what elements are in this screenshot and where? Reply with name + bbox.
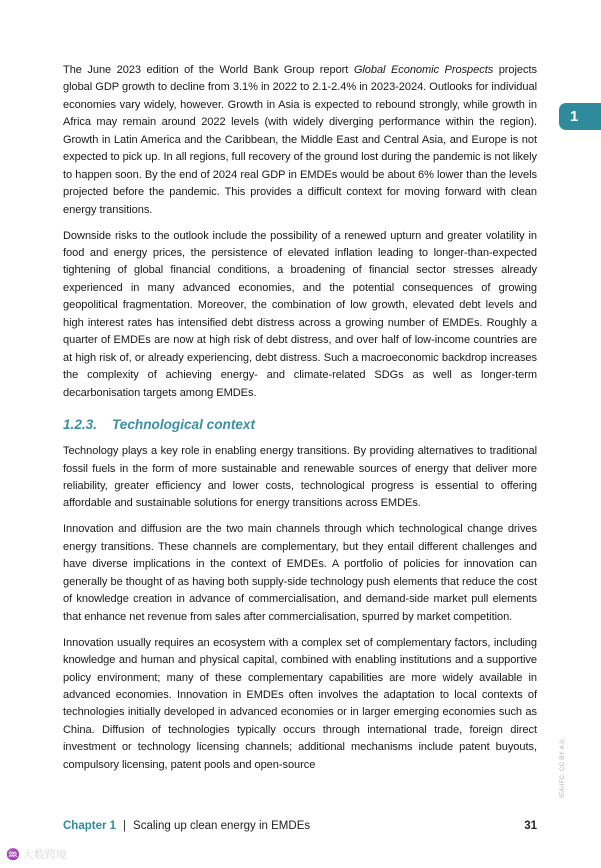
section-heading bbox=[63, 416, 537, 434]
section-number: 1.2.3. bbox=[63, 417, 98, 433]
paragraph-downside-risks: Downside risks to the outlook include the possibility of a renewed upturn and greater volatility in food and energy prices, the persistence of elevated inflation leading to longer-than-expected tightening of global financial conditions, a broadening of financial sector stresses already experienced in many advanced economies, and the potential consequences of growing geopolitical fragmentation. Moreover, the combination of low growth, elevated debt levels and high interest rates has intensified debt distress across a growing number of EMDEs. Roughly a quarter of EMDEs are now at high risk of debt distress, and over half of low-income countries are at high risk of, or already experiencing, debt distress. Such a macroeconomic backdrop increases the complexity of achieving energy- and climate-related SDGs as well as longer-term decarbonisation targets among EMDEs. bbox=[63, 229, 537, 399]
page-number: 31 bbox=[524, 820, 537, 832]
paragraph-innovation-ecosystem: Innovation usually requires an ecosystem with a complex set of complementary factors, including knowledge and human and physical capital, combined with enabling institutions and a supportive policy environment; many of these complementary capabilities are more widely available in advanced economies. Innovation in EMDEs often involves the adaptation to local contexts of technologies initially developed in advanced economies or in larger emerging economies such as China. Diffusion of technologies typically occurs through international trade, foreign direct investment or technology licensing channels; additional mechanisms include patent buyouts, compulsory licensing, patent pools and open-source bbox=[63, 636, 537, 771]
paragraph-technology-role: Technology plays a key role in enabling energy transitions. By providing alternatives to traditional fossil fuels in the form of more sustainable and renewable sources of energy that deliver more reliability, greater efficiency and lower costs, technological progress is essential to offering affordable and sustainable solutions for energy transitions across EMDEs. bbox=[63, 445, 537, 510]
report-title: Global Economic Prospects bbox=[353, 64, 494, 76]
body-text bbox=[63, 62, 537, 783]
footer-separator: | bbox=[123, 820, 127, 832]
watermark: ♒ 大数跨境 bbox=[6, 849, 67, 861]
footer-chapter-label: Chapter 1 bbox=[63, 820, 117, 832]
section-title: Technological context bbox=[112, 417, 256, 433]
chapter-tab bbox=[559, 103, 601, 130]
paragraph-gdp-outlook: The June 2023 edition of the World Bank Group report Global Economic Prospects projects global GDP growth to decline from 3.1% in 2022 to 2.1-2.4% in 2023-2024. Outlooks for individual economies vary widely, however. Growth in Asia is expected to rebound strongly, while growth in Africa may remain around 2022 levels (with widely diverging performance within the region). Growth in Latin America and the Caribbean, the Middle East and Central Asia, and Europe is not expected to pick up. In all regions, full recovery of the ground lost during the pandemic is not likely to happen soon. By the end of 2024 real GDP in EMDEs would be about 6% lower than the levels projected before the pandemic. This provides a difficult context for moving forward with clean energy transitions. bbox=[63, 64, 537, 216]
page-footer bbox=[63, 818, 537, 834]
license-notice: IEA/IFC. CC BY 4.0. bbox=[560, 738, 566, 798]
footer-chapter-title: Scaling up clean energy in EMDEs bbox=[133, 820, 311, 832]
paragraph-innovation-diffusion: Innovation and diffusion are the two main channels through which technological change drives energy transitions. These channels are complementary, but they entail different challenges and have diverse implications in the context of EMDEs. A portfolio of policies for innovation can generally be thought of as having both supply-side technology push elements that reduce the cost of knowledge creation in advance of commercialisation, and demand-side market pull elements that enhance net revenue from sales after commercialisation, spurred by market competition. bbox=[63, 523, 537, 623]
chapter-tab-number: 1 bbox=[570, 108, 579, 125]
